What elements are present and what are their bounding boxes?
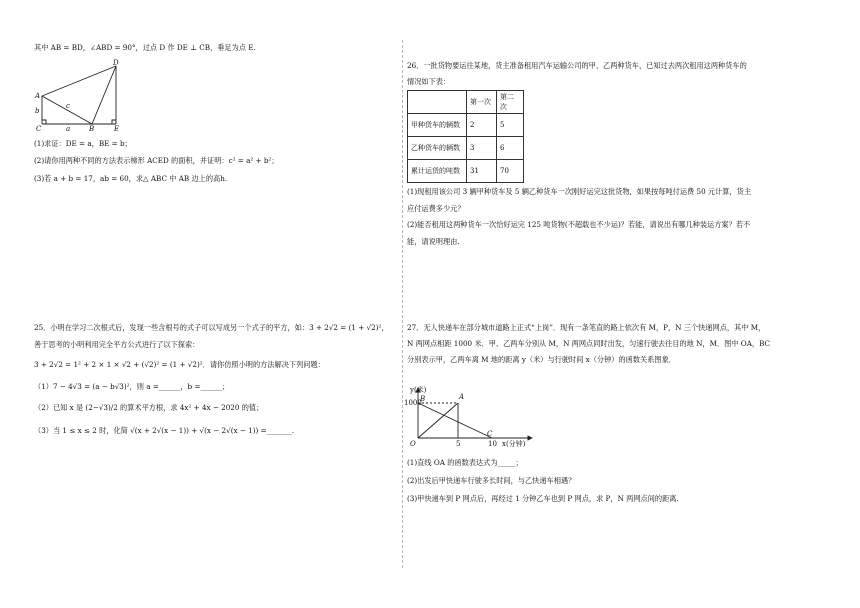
table-cell: 第二次 (497, 91, 524, 114)
q26-line2: 情况如下表： (407, 77, 451, 86)
q26-part1-line1: (1)现租用该公司 3 辆甲种货车及 5 辆乙种货车一次刚好运完这批货物，如果按每吨付运费 50 元计算，货主 (407, 187, 752, 196)
q27-function-graph (404, 384, 554, 452)
q25-part1: （1）7 − 4√3 = (a − b√3)²，则 a =______，b =______； (34, 382, 230, 391)
table-header-row (408, 91, 524, 114)
q27-part2: (2)出发后甲快递车行驶多长时间，与乙快递车相遇？ (407, 476, 576, 485)
table-cell: 70 (497, 160, 524, 183)
q25-part2: （2）已知 x 是 (2−√3)/2 的算术平方根，求 4x² + 4x − 2020 的值； (34, 403, 264, 412)
q25-line2: 善于思考的小明利用完全平方公式进行了以下探索： (34, 340, 200, 349)
column-divider (402, 40, 403, 568)
label-a: A (35, 92, 41, 100)
table-cell: 6 (497, 137, 524, 160)
table-row (408, 137, 524, 160)
q24-part3: (3)若 a + b = 17，ab = 60，求△ ABC 中 AB 边上的高h. (34, 174, 228, 183)
table-cell (408, 91, 467, 114)
label-c: C (36, 125, 42, 133)
y-tick-1000: 1000 (404, 399, 422, 407)
table-row (408, 160, 524, 183)
q24-part2: (2)请你用两种不同的方法表示梯形 ACED 的面积，并证明：c² = a² + b²； (34, 156, 279, 165)
right-angle-mark-c (42, 120, 46, 124)
q27-line1: 27．无人快递车在部分城市道路上正式“上岗”．现有一条笔直的路上依次有 M，P，N 三个快递网点，其中 M， (407, 323, 766, 332)
label-side-a: a (66, 125, 71, 133)
x-tick-5: 5 (456, 440, 461, 448)
y-axis-label: y(米) (410, 386, 427, 394)
point-a-label: A (459, 393, 465, 401)
q25-line3: 3 + 2√2 = 1² + 2 × 1 × √2 + (√2)² = (1 + √2)²．请你仿照小明的方法解决下列问题： (34, 360, 325, 369)
label-d: D (113, 59, 119, 67)
segment-ab (42, 96, 92, 124)
q24-intro: 其中 AB = BD，∠ABD = 90°，过点 D 作 DE ⊥ CB，垂足为点 E. (34, 43, 256, 52)
point-c-label: C (487, 430, 493, 438)
q25-part3: （3）当 1 ≤ x ≤ 2 时，化简 √(x + 2√(x − 1)) + √(x − 2√(x − 1)) =_______. (34, 426, 295, 435)
x-axis-label: x(分钟) (502, 440, 526, 448)
table-cell: 2 (467, 114, 497, 137)
q25-line1: 25．小明在学习二次根式后，发现一些含根号的式子可以写成另一个式子的平方，如：3 + 2√2 = (1 + √2)²， (34, 323, 389, 332)
table-cell: 第一次 (467, 91, 497, 114)
q26-part2-line2: 能，请说明理由. (407, 237, 460, 246)
table-cell: 乙种货车的辆数 (408, 137, 467, 160)
table-cell: 甲种货车的辆数 (408, 114, 467, 137)
origin-label: O (410, 440, 416, 448)
x-tick-10: 10 (488, 440, 497, 448)
table-cell: 累计运货的吨数 (408, 160, 467, 183)
segment-ad (42, 66, 116, 96)
q24-part1: (1)求证：DE = a，BE = b； (34, 139, 132, 148)
table-cell: 31 (467, 160, 497, 183)
line-bc (418, 403, 492, 438)
table-cell: 5 (497, 114, 524, 137)
line-oa (418, 403, 458, 438)
q26-line1: 26．一批货物要运往某地，货主准备租用汽车运输公司的甲、乙两种货车，已知过去两次租用这两种货车的 (407, 61, 747, 70)
q27-part1: (1)直线 OA 的函数表达式为_____； (407, 458, 523, 467)
label-b: B (89, 125, 95, 133)
q26-part2-line1: (2)能否租用这两种货车一次恰好运完 125 吨货物(不超载也不少运)？若能，请说出有哪几种装运方案？若不 (407, 220, 751, 229)
q27-part3: (3)甲快递车到 P 网点后，再经过 1 分钟乙车也到 P 网点，求 P，N 两网点间的距离. (407, 494, 679, 503)
q27-line2: N 两网点相距 1000 米．甲、乙两车分别从 M，N 两网点同时出发，匀速行驶去往目的地 N，M．图中 OA，BC (407, 339, 770, 348)
q24-geometry-figure (30, 58, 130, 134)
q27-line3: 分别表示甲，乙两车离 M 地的距离 y（米）与行驶时间 x（分钟）的函数关系图象． (407, 355, 676, 364)
label-e: E (114, 125, 120, 133)
table-row (408, 114, 524, 137)
label-side-c: c (66, 102, 70, 110)
point-b-label: B (420, 395, 426, 403)
table-cell: 3 (467, 137, 497, 160)
right-angle-mark-e (112, 120, 116, 124)
q26-part1-line2: 应付运费多少元？ (407, 204, 465, 213)
label-side-b: b (35, 107, 40, 115)
freight-table (407, 90, 524, 183)
